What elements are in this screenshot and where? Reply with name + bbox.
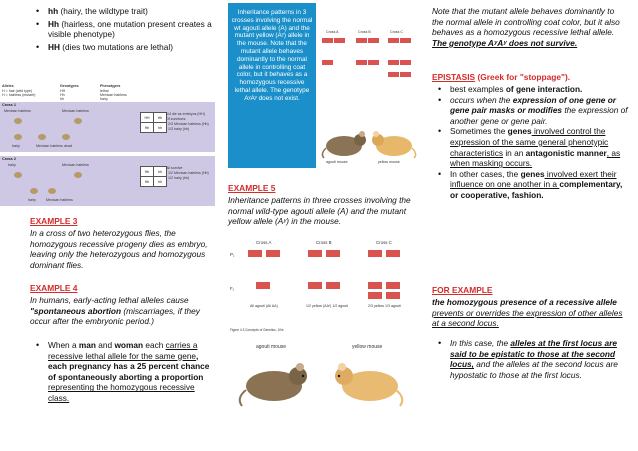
fly-icon bbox=[74, 118, 82, 124]
fly-icon bbox=[14, 134, 22, 140]
list-item: • In this case, the alleles at the first locus are said to be epistatic to those at the second locus, and the alleles at the second locus are hypostatic to those at the first locus. bbox=[432, 338, 628, 380]
yellow-mouse-image bbox=[368, 126, 418, 160]
fly-icon bbox=[14, 172, 22, 178]
fly-icon bbox=[48, 188, 56, 194]
example-4-list bbox=[30, 340, 215, 404]
example-4-title: EXAMPLE 4 bbox=[30, 283, 78, 293]
fly-icon bbox=[30, 188, 38, 194]
epistasis-list bbox=[432, 84, 628, 201]
list-item: • Hh (hairless, one mutation present creates a visible phenotype) bbox=[30, 19, 215, 40]
list-item: • HH (dies two mutations are lethal) bbox=[30, 42, 215, 53]
lethal-allele-figure: Alleles H = hair (wild type) H = hairless (mutant) Genotypes HH Hh hh Phenotypes lethal Mexican hairless hairy Cross 1 Mexican hairless Mexican hairless hairy Mexican hairless dead HH Hh Hh hh 1/4 die as embryos (HH) Of survivors: 2/3 Mexican hairless (Hh) 1/3 hairy (hh) Cross 2 hairy Mexican hairless hairy Mexican hairless Hh hh Hh hh All survive 1/2 Mexican hairless (Hh) 1/2 hairy (hh) bbox=[0, 82, 215, 212]
agouti-mouse-photo bbox=[234, 352, 314, 408]
epistasis-title: EPISTASIS (Greek for "stoppage"). bbox=[432, 72, 571, 82]
example-3-title: EXAMPLE 3 bbox=[30, 216, 78, 226]
punnett-square-1: HH Hh Hh hh bbox=[140, 112, 167, 133]
example-3-text: In a cross of two heterozygous flies, the homozygous recessive progeny dies as embryo, leaving only the heterozygous and homozygous dominant flies. bbox=[30, 228, 208, 270]
list-item: • When a man and woman each carries a recessive lethal allele for the same gene, each pregnancy has a 25 percent chance of spontaneously aborting a proportion representing the homozygous recessive class. bbox=[30, 340, 215, 404]
for-example-list bbox=[432, 338, 628, 380]
list-item: • best examples of gene interaction. bbox=[432, 84, 628, 95]
list-item: • In other cases, the genes involved exert their influence on one another in a complementary, or cooperative, fashion. bbox=[432, 169, 628, 201]
fly-icon bbox=[62, 134, 70, 140]
mouse-cross-figure: Cross A Cross B Cross C P₁ F₁ All agouti (All AA) 1/2 yellow (AAʸ) 1/2 agouti 2/3 yellow 1/3 agouti Figure 4.3 Concepts of Genetics, 10/e bbox=[228, 238, 416, 418]
list-item: • Sometimes the genes involved control the expression of the same general phenotypic characteristics in an antagonistic manner, as when masking occurs. bbox=[432, 126, 628, 168]
list-item: • hh (hairy, the wildtype trait) bbox=[30, 6, 215, 17]
agouti-mouse-image bbox=[320, 126, 370, 160]
fly-icon bbox=[38, 134, 46, 140]
example-5-text: Inheritance patterns in three crosses involving the normal wild-type agouti allele (A) and the mutant yellow allele (Aʸ) in the mouse. bbox=[228, 195, 411, 227]
for-example-text: the homozygous presence of a recessive allele prevents or overrides the expression of other alleles at a second locus. bbox=[432, 297, 623, 329]
yellow-mouse-photo bbox=[328, 352, 408, 408]
small-cross-figure: Cross A Cross B Cross C bbox=[318, 30, 416, 160]
genotype-list bbox=[30, 6, 215, 52]
info-box: Inheritance patterns in 3 crosses involving the normal wt agouti allele (A) and the mutant yellow (Aʸ) allele in the mouse. Note that the mutant allele behaves dominantly to the normal allele in controlling coat color, but it behaves as a homozygous recessive lethal allele. The genotype AʸAʸ does not exist. bbox=[228, 3, 316, 168]
fly-icon bbox=[14, 118, 22, 124]
example-4-text: In humans, early-acting lethal alleles cause "spontaneous abortion (miscarriages, if they occur after the embryonic period.) bbox=[30, 295, 200, 327]
list-item: • occurs when the expression of one gene or gene pair masks or modifies the expression of another gene or gene pair. bbox=[432, 95, 628, 127]
fly-icon bbox=[74, 172, 82, 178]
intro-text: Note that the mutant allele behaves dominantly to the normal allele in controlling coat color, but it also behaves as a homozygous recessive lethal allele. The genotype AʸAʸ does not survive. bbox=[432, 6, 620, 48]
for-example-title: FOR EXAMPLE bbox=[432, 285, 493, 295]
punnett-square-2: Hh hh Hh hh bbox=[140, 166, 167, 187]
example-5-title: EXAMPLE 5 bbox=[228, 183, 276, 193]
